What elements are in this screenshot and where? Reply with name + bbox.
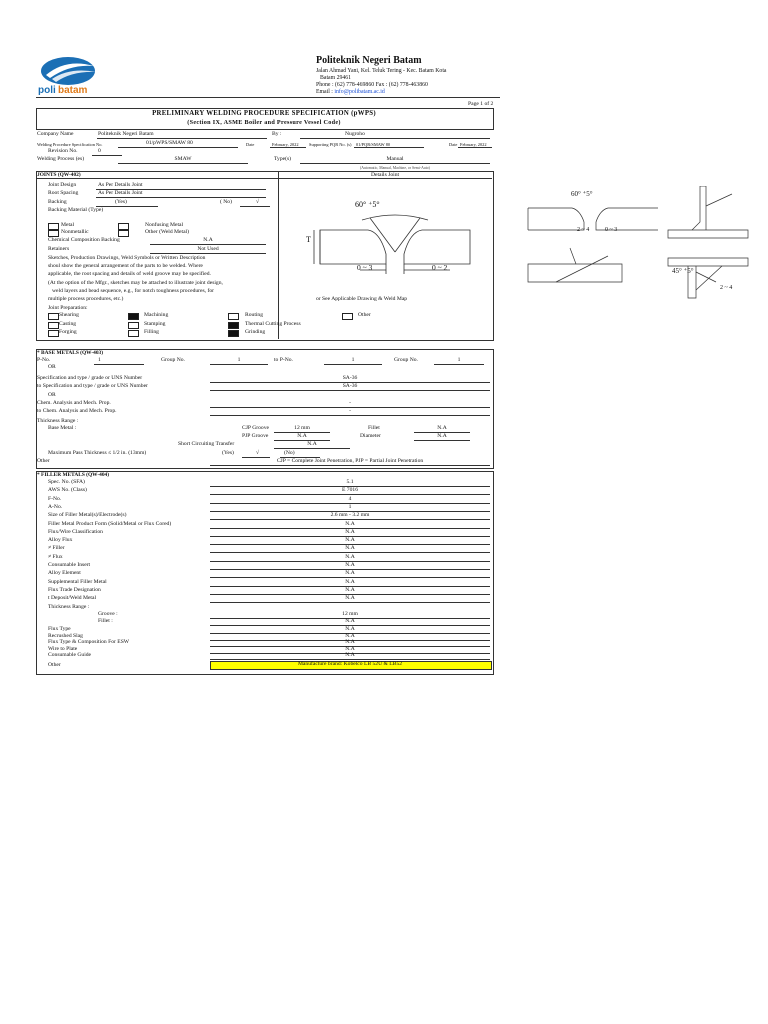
backing-no: ( No)	[220, 199, 232, 205]
process-label: Welding Process (es)	[37, 156, 85, 162]
filler-row-label: ≠ Filler	[48, 545, 65, 552]
filler-row-value: N.A	[345, 562, 355, 568]
filler-row-label: AWS No. (Class)	[48, 487, 87, 494]
filler-row-value: N.A	[345, 545, 355, 552]
group2-label: Group No.	[394, 357, 418, 363]
filler-row-value: E 7016	[341, 487, 358, 494]
joint-prep-label: Joint Preparation:	[48, 305, 88, 311]
pqr-value: 01/PQR/SMAW 80	[356, 142, 391, 147]
other-weld-label: Other (Weld Metal)	[145, 229, 189, 235]
side-joint-drawings	[512, 186, 752, 302]
dim-b-label: 0 ~ 3	[605, 227, 618, 233]
retainers-label: Retainers	[48, 246, 70, 252]
to-pno-label: to P-No.	[274, 357, 293, 363]
root-gap-label: 0 ~ 3	[357, 263, 373, 272]
filler-other-value: Manufacture brand: Kobelco LB 52U & LB52	[297, 661, 403, 667]
filler-other-label: Other	[48, 662, 61, 668]
date-value: February, 2022	[272, 142, 299, 147]
type-label: Type(s)	[274, 156, 292, 162]
revision-value: 0	[98, 148, 101, 154]
backing-material-label: Backing Material (Type)	[48, 207, 104, 213]
filler-row-value: 5.1	[346, 479, 354, 485]
filler-row-value: N.A	[345, 632, 355, 639]
email-label: Email :	[316, 89, 333, 95]
chem-backing-label: Chemical Composition Backing	[48, 237, 120, 243]
company-label: Company Name	[37, 131, 74, 137]
nonmetallic-label: Nonmetallic	[61, 229, 89, 235]
filler-row-label: ≠ Flux	[48, 553, 63, 560]
groove-angle-label: 60° ⁺5°	[355, 200, 380, 209]
cjp-value: 12 mm	[294, 425, 310, 431]
groove-label: Groove :	[98, 611, 118, 617]
backing-label: Backing	[48, 199, 67, 205]
pno-label: P-No.	[37, 357, 51, 363]
pqr-label: Supporting PQR No. (s)	[309, 142, 352, 147]
filler-row-label: Consumable Guide	[48, 652, 92, 659]
sketch-text-4: (At the option of the Mfgr., sketches may be attached to illustrate joint design,	[48, 280, 223, 286]
short-circuit-label: Short Circuiting Transfer	[178, 441, 235, 447]
dim-a-label: 2 ~ 4	[577, 227, 590, 233]
to-spec-label: to Specification and type / grade or UNS Number	[37, 383, 148, 389]
backing-yes: (Yes)	[115, 199, 127, 205]
filler-row-value: N.A	[345, 586, 355, 593]
group2-value: 1	[457, 357, 461, 363]
sketch-text-5: weld layers and bead sequence, e.g., for notch toughness procedures, for	[52, 288, 215, 294]
fillet-value: N.A	[437, 425, 447, 431]
filler-row-label: Flux Type	[48, 626, 71, 632]
filler-row-label: A-No.	[48, 503, 63, 510]
filler-row-label: Flux/Wire Classification	[48, 528, 103, 535]
fillet-label: Fillet	[368, 425, 380, 431]
other-weld-checkbox[interactable]	[118, 230, 129, 237]
filler-row-value: N.A	[345, 520, 355, 527]
filler-row-label: Flux Trade Designation	[48, 586, 101, 593]
type-note: (Automatic, Manual, Machine, or Semi-Auto)	[360, 166, 430, 170]
max-pass-mark: √	[256, 450, 260, 456]
page-number: Page 1 of 2	[468, 101, 494, 107]
to-spec-value: SA-36	[342, 383, 358, 389]
butt-joint-drawing	[300, 190, 480, 280]
date2-label: Date	[449, 142, 458, 147]
sketch-text-1: Sketches, Production Drawings, Weld Symbols or Written Description	[48, 255, 206, 261]
filler-row-value: N.A	[345, 528, 355, 535]
filler-row-label: Consumable Insert	[48, 562, 91, 568]
logo-text-batam: batam	[58, 85, 88, 96]
filling-checkbox[interactable]	[128, 330, 139, 337]
sketch-text-6: multiple process procedures, etc.)	[48, 296, 124, 302]
filler-row-label: Recrushed Slag	[48, 632, 83, 639]
spec-value: SA-36	[342, 375, 358, 381]
metal-checkbox[interactable]	[48, 223, 59, 230]
or-label-1: OR	[48, 364, 56, 370]
joints-section-title: JOINTS (QW-402)	[37, 172, 81, 178]
chem-value: -	[349, 400, 351, 406]
machining-checkbox[interactable]	[128, 313, 139, 320]
filler-row-label: Supplemental Filler Metal	[48, 578, 107, 585]
nonfusing-label: Nonfusing Metal	[145, 222, 184, 228]
backing-check-mark: √	[256, 199, 260, 205]
base-metals-section-title: * BASE METALS (QW-403)	[37, 350, 104, 356]
filler-thickness-label: Thickness Range :	[48, 604, 90, 610]
spec-label: Specification and type / grade or UNS Number	[37, 375, 143, 381]
phone-fax: Phone : (62) 778-469860 Fax : (62) 778-463860	[316, 82, 428, 88]
root-spacing-label: Root Spacing	[48, 190, 79, 196]
base-other-label: Other	[37, 458, 50, 464]
email-link[interactable]: info@polibatam.ac.id	[334, 89, 385, 95]
filler-row-value: N.A	[345, 537, 355, 544]
nonmetallic-checkbox[interactable]	[48, 230, 59, 237]
filler-fillet-value: N.A	[345, 618, 355, 624]
revision-label: Revision No.	[48, 148, 78, 154]
wps-value: 01/pWPS/SMAW 80	[146, 140, 193, 146]
other-prep-checkbox[interactable]	[342, 313, 353, 320]
filler-row-label: Alloy Flux	[48, 537, 73, 544]
pjp-label: PJP Groove	[242, 433, 269, 439]
filling-label: Filling	[144, 329, 159, 335]
see-drawing-note: or See Applicable Drawing & Weld Map	[316, 296, 408, 302]
date2-value: February, 2022	[460, 142, 487, 147]
by-label: By :	[272, 131, 282, 137]
diameter-label: Diameter	[360, 433, 381, 439]
pno-value: 1	[98, 357, 101, 363]
filler-row-value: N.A	[345, 626, 355, 632]
max-pass-yes: (Yes)	[222, 450, 234, 456]
filler-row-value: N.A	[345, 595, 355, 602]
to-pno-value: 1	[351, 357, 355, 363]
filler-row-value: N.A	[345, 553, 355, 560]
chem-label: Chem. Analysis and Mech. Prop.	[37, 400, 111, 406]
max-pass-no: (No)	[284, 450, 295, 456]
other-prep-label: Other	[358, 312, 371, 318]
or-label-2: OR	[48, 392, 56, 398]
grinding-label: Grinding	[245, 329, 266, 335]
joint-design-label: Joint Design	[48, 182, 77, 188]
wps-label: Welding Procedure Specification No.	[37, 142, 103, 147]
date-label: Date	[246, 142, 255, 147]
filler-row-label: F-No.	[48, 495, 62, 502]
filler-row-label: t Deposit/Weld Metal	[48, 595, 97, 602]
max-pass-label: Maximum Pass Thickness ≤ 1/2 in. (13mm)	[48, 450, 147, 456]
filler-row-label: Size of Filler Metal(s)/Electrode(s)	[48, 512, 127, 519]
filler-row-label: Alloy Element	[48, 570, 81, 577]
to-chem-label: to Chem. Analysis and Mech. Prop.	[37, 408, 117, 414]
casting-checkbox[interactable]	[48, 322, 59, 329]
sketch-text-2: shoul show the general arrangement of the parts to be welded. Where	[48, 263, 203, 269]
details-joint-label: Details Joint	[370, 172, 400, 178]
nonfusing-checkbox[interactable]	[118, 223, 129, 230]
chem-backing-value: N.A	[203, 237, 213, 243]
company-value: Politeknik Negeri Batam	[98, 131, 154, 137]
retainers-value: Not Used	[197, 246, 219, 252]
group-label: Group No.	[161, 357, 185, 363]
filler-row-label: Filler Metal Product Form (Solid/Metal or Flux Cored)	[48, 520, 172, 527]
logo-text-poli: poli	[38, 85, 56, 96]
type-value: Manual	[386, 156, 404, 162]
diameter-value: N.A	[437, 433, 447, 439]
filler-metals-section-title: * FILLER METALS (QW-404)	[37, 472, 110, 478]
thickness-range-label: Thickness Range :	[37, 418, 79, 424]
cjp-label: CJP Groove	[242, 425, 269, 431]
form-subtitle: (Section IX, ASME Boiler and Pressure Vessel Code)	[187, 119, 341, 126]
filler-row-label: Flux Type & Composition For ESW	[48, 639, 130, 646]
forging-label: Forging	[59, 329, 77, 335]
thermal-cutting-checkbox[interactable]	[228, 322, 239, 329]
base-metal-label: Base Metal :	[48, 425, 77, 431]
forging-checkbox[interactable]	[48, 330, 59, 337]
filler-row-value: N.A	[345, 639, 355, 646]
filler-row-value: N.A	[345, 652, 355, 659]
machining-label: Machining	[144, 312, 169, 318]
filler-row-value: N.A	[345, 570, 355, 577]
thermal-cutting-label: Thermal Cutting Process	[245, 321, 301, 327]
dim-c-label: 2 ~ 4	[720, 285, 733, 291]
filler-fillet-label: Fillet :	[98, 618, 113, 624]
thickness-t-label: T	[306, 235, 311, 244]
filler-row-value: 4	[348, 495, 352, 502]
form-title: PRELIMINARY WELDING PROCEDURE SPECIFICATION (pWPS)	[152, 110, 376, 117]
shearing-label: Shearing	[59, 312, 79, 318]
address-line-1: Jalan Ahmad Yani, Kel. Teluk Tering - Kec. Batam Kota	[316, 68, 447, 74]
stamping-checkbox[interactable]	[128, 322, 139, 329]
routing-label: Routing	[245, 312, 264, 318]
metal-label: Metal	[61, 222, 75, 228]
filler-row-value: 1	[348, 503, 352, 510]
address-line-2: Batam 29461	[320, 75, 352, 81]
to-chem-value: -	[349, 408, 351, 414]
groove-value: 12 mm	[342, 611, 358, 617]
short-circuit-value: N.A	[307, 441, 317, 447]
shearing-checkbox[interactable]	[48, 313, 59, 320]
stamping-label: Stamping	[144, 321, 166, 327]
by-value: Nugroho	[345, 131, 365, 137]
sketch-text-3: applicable, the root spacing and details of weld groove may be specified.	[48, 271, 211, 277]
filler-row-value: 2.6 mm - 3.2 mm	[330, 512, 370, 519]
pjp-value: N.A	[297, 433, 307, 439]
casting-label: Casting	[59, 321, 77, 327]
grinding-checkbox[interactable]	[228, 330, 239, 337]
filler-row-value: N.A	[345, 645, 355, 652]
filler-row-label: Spec. No. (SFA)	[48, 479, 85, 485]
small-angle-label: 60° ⁺5°	[571, 190, 593, 198]
routing-checkbox[interactable]	[228, 313, 239, 320]
joint-design-value: As Per Details Joint	[98, 182, 143, 188]
group-value: 1	[237, 357, 241, 363]
process-value: SMAW	[174, 156, 192, 162]
root-face-label: 0 ~ 2	[432, 263, 448, 272]
root-spacing-value: As Per Details Joint	[98, 190, 143, 196]
logo	[36, 54, 106, 98]
filler-row-label: Wire to Plate	[48, 645, 78, 652]
fillet-angle-label: 45° ⁺5°	[672, 267, 694, 275]
base-other-value: CJP = Complete Joint Penetration, PJP = Partial Joint Penetration	[276, 458, 424, 464]
institution-name: Politeknik Negeri Batam	[316, 55, 422, 66]
filler-row-value: N.A	[345, 578, 355, 585]
